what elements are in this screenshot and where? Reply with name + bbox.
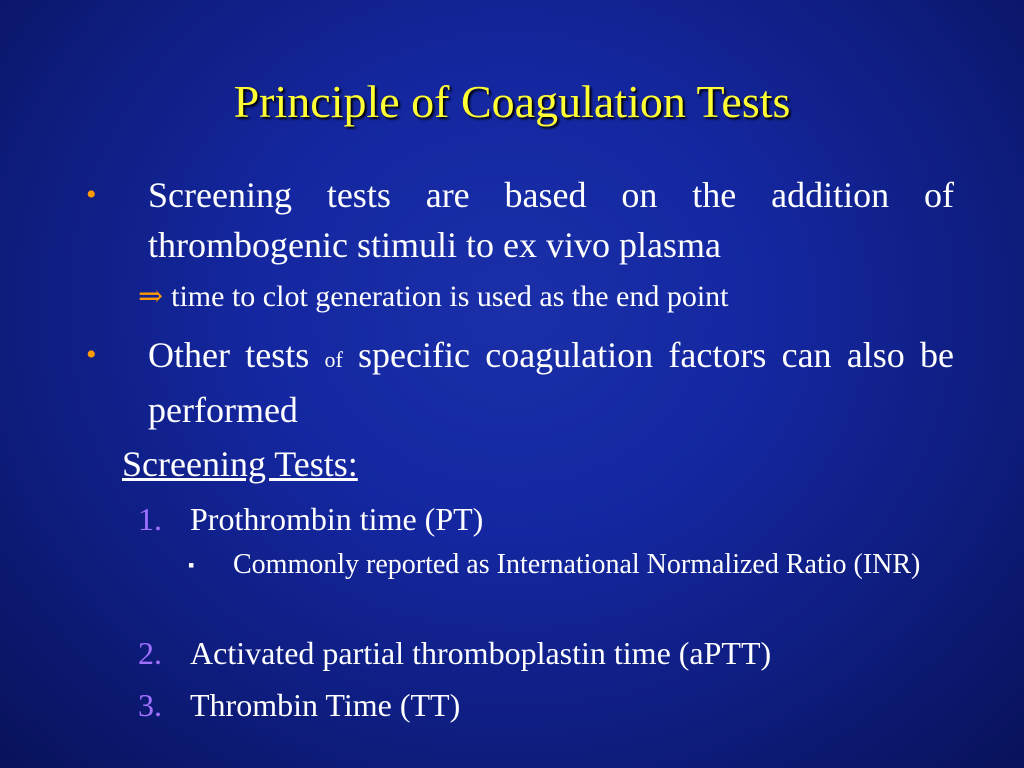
list-number: 3. (138, 687, 162, 723)
list-label: Activated partial thromboplastin time (aPTT) (190, 635, 772, 671)
bullet-text (148, 330, 954, 435)
bullet-dot-icon: • (86, 178, 97, 211)
screening-heading: Screening Tests: (122, 444, 358, 484)
list-item (138, 498, 483, 540)
list-label: Thrombin Time (TT) (190, 687, 461, 723)
bullet-dot-icon: • (86, 338, 97, 371)
bullet-text-part: Other tests (148, 335, 325, 375)
bullet-text-small: of (324, 347, 343, 372)
bullet-text: Screening tests are based on the addition of thrombogenic stimuli to ex vivo plasma (148, 175, 954, 265)
list-item (138, 684, 460, 726)
square-bullet-icon: ▪ (188, 555, 195, 575)
list-label: Prothrombin time (PT) (190, 501, 484, 537)
implies-arrow-icon: ⇒ (138, 280, 164, 313)
sub-point-text: time to clot generation is used as the end point (171, 280, 729, 313)
slide-title: Principle of Coagulation Tests (233, 76, 791, 127)
list-item (138, 632, 771, 674)
list-number: 1. (138, 501, 162, 537)
bullet-text-part: specific coagulation factors can also be performed (148, 335, 955, 430)
inr-note-text: Commonly reported as International Normalized Ratio (INR) (233, 549, 921, 580)
list-number: 2. (138, 635, 162, 671)
sub-point-end-point (138, 278, 729, 316)
